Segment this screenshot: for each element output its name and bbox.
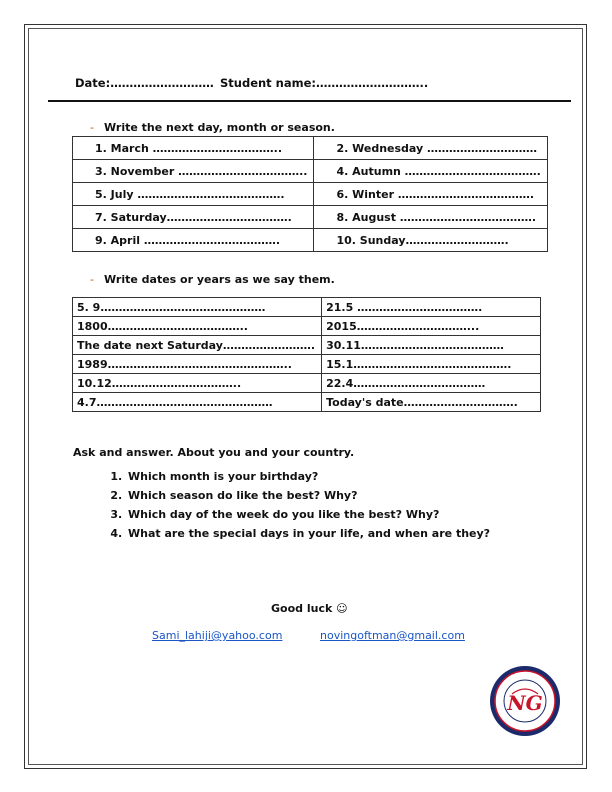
section2-heading: - Write dates or years as we say them. [90, 273, 335, 286]
question-item: 1. Which month is your birthday? [126, 467, 490, 486]
email-link-gmail[interactable]: novingoftman@gmail.com [320, 629, 465, 642]
question-item: 4. What are the special days in your life, and when are they? [126, 524, 490, 543]
dates-row-cell: 1800……………………………….. [73, 317, 322, 336]
next-item-row-cell: 10. Sunday………………………. [314, 229, 547, 252]
question-item: 2. Which season do like the best? Why? [126, 486, 490, 505]
next-item-row-cell: 8. August ………………………………. [314, 206, 547, 229]
next-item-row [73, 229, 548, 252]
question-item: 3. Which day of the week do you like the best? Why? [126, 505, 490, 524]
dates-row [73, 298, 541, 317]
section1-heading: - Write the next day, month or season. [90, 121, 335, 134]
dates-row [73, 317, 541, 336]
dates-row-cell: 4.7………………………………………… [73, 393, 322, 412]
date-label: Date:……………………… [75, 76, 214, 90]
question-list [108, 467, 490, 543]
header [75, 76, 429, 90]
dates-row-cell: Today's date…………………………. [322, 393, 541, 412]
next-item-row-cell: 2. Wednesday ………………………… [314, 137, 547, 160]
next-item-row-cell: 3. November …………………………….. [73, 160, 314, 183]
dates-row [73, 355, 541, 374]
next-item-row [73, 160, 548, 183]
dates-row [73, 336, 541, 355]
dates-row-cell: 30.11………………………………… [322, 336, 541, 355]
logo-ring-text: OFTMAN · ENGLISH LANGUAGE [495, 671, 555, 703]
dates-row-cell: 1989………………………………………….. [73, 355, 322, 374]
dates-table [72, 297, 541, 412]
dates-row-cell: 15.1……………………………………. [322, 355, 541, 374]
dates-row-cell: 22.4……………………………… [322, 374, 541, 393]
dates-row [73, 374, 541, 393]
next-item-row-cell: 4. Autumn ………………………………. [314, 160, 547, 183]
logo-initials: NG [507, 691, 543, 715]
header-rule [48, 100, 571, 102]
dates-row-cell: The date next Saturday……………………. [73, 336, 322, 355]
email-link-yahoo[interactable]: Sami_lahiji@yahoo.com [152, 629, 283, 642]
next-item-row-cell: 5. July …………………………………. [73, 183, 314, 206]
dates-row-cell: 10.12…………………………….. [73, 374, 322, 393]
dates-row [73, 393, 541, 412]
next-item-row [73, 183, 548, 206]
dates-row-cell: 2015…………………………... [322, 317, 541, 336]
dates-row-cell: 21.5 ……………………………. [322, 298, 541, 317]
school-logo [488, 664, 562, 738]
next-item-row-cell: 6. Winter ………………………………. [314, 183, 547, 206]
student-name-label: Student name:……………………….. [220, 76, 429, 90]
next-item-row [73, 137, 548, 160]
dates-row-cell: 5. 9……………………………………… [73, 298, 322, 317]
next-item-row-cell: 7. Saturday……………………………. [73, 206, 314, 229]
section3-heading: Ask and answer. About you and your country. [73, 446, 355, 459]
good-luck-text: Good luck ☺ [271, 602, 348, 615]
next-item-row [73, 206, 548, 229]
next-item-row-cell: 1. March …………………………….. [73, 137, 314, 160]
next-item-table [72, 136, 548, 252]
next-item-row-cell: 9. April ………………………………. [73, 229, 314, 252]
